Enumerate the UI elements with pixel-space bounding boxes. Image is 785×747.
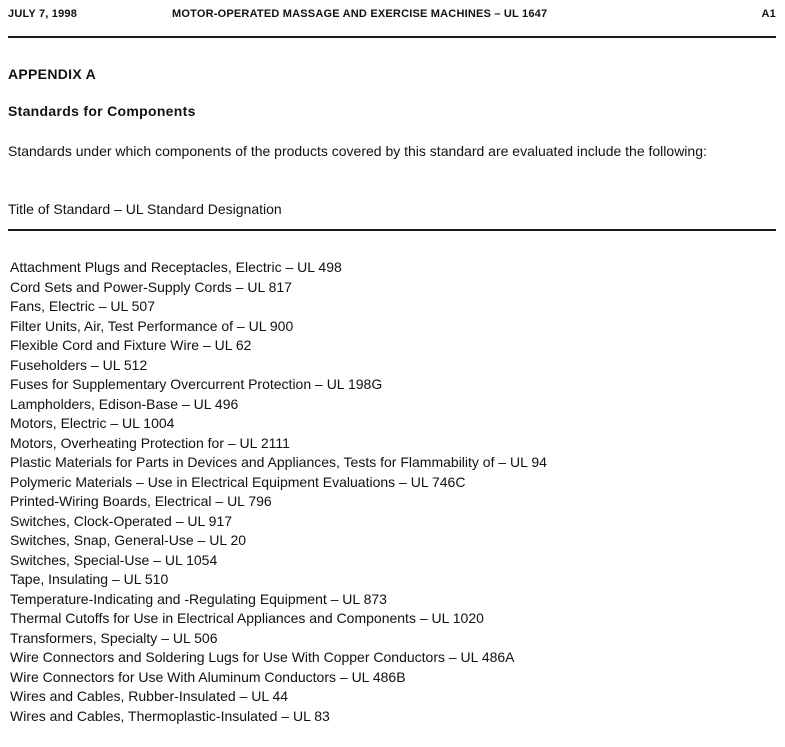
section-title: Standards for Components	[8, 103, 196, 119]
standard-item: Polymeric Materials – Use in Electrical Equipment Evaluations – UL 746C	[10, 473, 466, 490]
standard-item: Tape, Insulating – UL 510	[10, 571, 169, 587]
standard-item: Filter Units, Air, Test Performance of – UL 900	[10, 317, 294, 334]
standard-item: Motors, Overheating Protection for – UL 2111	[10, 434, 290, 451]
standard-item: Plastic Materials for Parts in Devices and Appliances, Tests for Flammability of – UL 94	[10, 454, 547, 470]
standard-item: Wire Connectors and Soldering Lugs for Use With Copper Conductors – UL 486A	[10, 649, 515, 665]
header-title: MOTOR-OPERATED MASSAGE AND EXERCISE MACHINES – UL 1647	[172, 8, 548, 20]
appendix-title: APPENDIX A	[8, 66, 97, 82]
standard-item: Switches, Snap, General-Use – UL 20	[10, 532, 247, 548]
header-page-number: A1	[761, 8, 776, 20]
running-header	[8, 8, 776, 24]
standard-item: Wire Connectors for Use With Aluminum Conductors – UL 486B	[10, 668, 406, 685]
standard-item: Flexible Cord and Fixture Wire – UL 62	[10, 337, 252, 353]
standard-item: Printed-Wiring Boards, Electrical – UL 796	[10, 493, 272, 509]
standard-item: Fans, Electric – UL 507	[10, 298, 155, 314]
standard-item: Lampholders, Edison-Base – UL 496	[10, 395, 239, 412]
standard-item: Switches, Special-Use – UL 1054	[10, 551, 218, 568]
standard-item: Thermal Cutoffs for Use in Electrical Appliances and Components – UL 1020	[10, 610, 484, 626]
caption-divider	[8, 229, 776, 231]
standard-item: Attachment Plugs and Receptacles, Electric – UL 498	[10, 259, 342, 275]
standard-item: Cord Sets and Power-Supply Cords – UL 817	[10, 278, 292, 295]
standard-item: Wires and Cables, Rubber-Insulated – UL 44	[10, 688, 289, 704]
standard-item: Transformers, Specialty – UL 506	[10, 629, 218, 646]
standards-list	[10, 258, 547, 726]
standard-item: Fuses for Supplementary Overcurrent Protection – UL 198G	[10, 376, 383, 392]
intro-paragraph: Standards under which components of the products covered by this standard are evaluated include the following:	[8, 143, 707, 159]
column-caption: Title of Standard – UL Standard Designation	[8, 201, 282, 217]
standard-item: Fuseholders – UL 512	[10, 356, 148, 373]
standard-item: Switches, Clock-Operated – UL 917	[10, 512, 233, 529]
standard-item: Temperature-Indicating and -Regulating Equipment – UL 873	[10, 590, 387, 607]
header-date: JULY 7, 1998	[8, 8, 78, 20]
standard-item: Wires and Cables, Thermoplastic-Insulated – UL 83	[10, 707, 330, 724]
standard-item: Motors, Electric – UL 1004	[10, 415, 175, 431]
header-divider	[8, 36, 776, 38]
